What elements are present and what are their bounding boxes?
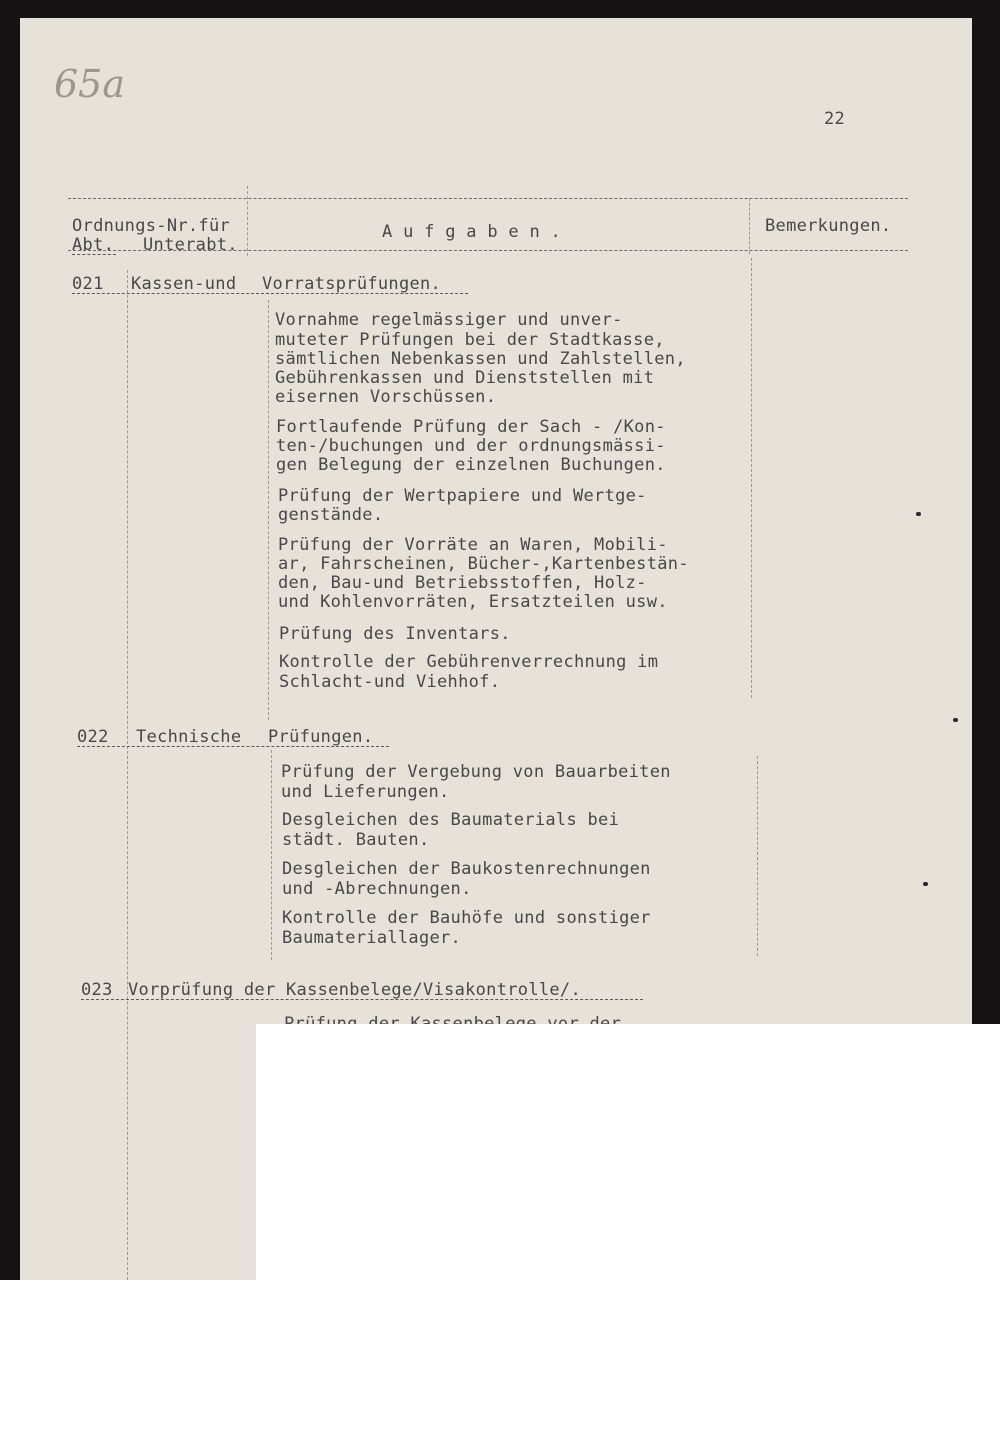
- col-divider-remarks-022: [757, 756, 758, 956]
- task-line: sämtlichen Nebenkassen und Zahlstellen,: [275, 349, 686, 369]
- task-line: Desgleichen des Baumaterials bei: [282, 810, 620, 830]
- section-title-part2: Vorratsprüfungen.: [262, 274, 442, 294]
- task-line: Prüfung der Vergebung von Bauarbeiten: [281, 762, 671, 782]
- header-bemerkungen: Bemerkungen.: [765, 216, 892, 236]
- task-line: Prüfung des Inventars.: [279, 624, 511, 644]
- task-line: Vornahme regelmässiger und unver-: [275, 310, 623, 330]
- header-abt: Abt.: [72, 235, 115, 255]
- header-col-divider-2: [749, 198, 750, 254]
- task-line: Baumateriallager.: [282, 928, 462, 948]
- task-line: Kontrolle der Gebührenverrechnung im: [279, 652, 659, 672]
- header-top-rule: [68, 198, 908, 199]
- task-line: muteter Prüfungen bei der Stadtkasse,: [275, 330, 665, 350]
- task-line: und Kohlenvorräten, Ersatzteilen usw.: [278, 592, 668, 612]
- task-line: ten-/buchungen und der ordnungsmässi-: [276, 436, 666, 456]
- section-title-underline: [77, 746, 389, 747]
- ink-speck: [916, 512, 921, 516]
- section-title-underline: [81, 999, 643, 1000]
- task-line: eisernen Vorschüssen.: [275, 387, 497, 407]
- task-line: und Lieferungen.: [281, 782, 450, 802]
- ink-speck: [953, 718, 958, 722]
- section-title-text: Vorprüfung der Kassenbelege/Visakontrolle/.: [128, 980, 581, 1000]
- handwritten-note: 65a: [54, 62, 126, 106]
- section-title: 023: [81, 980, 113, 1000]
- section-title-part2: Prüfungen.: [268, 727, 374, 747]
- task-line: Schlacht-und Viehhof.: [279, 672, 501, 692]
- task-line: Fortlaufende Prüfung der Sach - /Kon-: [276, 417, 666, 437]
- ink-speck: [923, 882, 928, 886]
- task-line: ar, Fahrscheinen, Bücher-,Kartenbestän-: [278, 554, 689, 574]
- task-line: gen Belegung der einzelnen Buchungen.: [276, 455, 666, 475]
- blank-overlay: [256, 1024, 1000, 1450]
- task-line: genstände.: [278, 505, 384, 525]
- section-title-part1: Kassen-und: [131, 274, 237, 294]
- header-aufgaben: A u f g a b e n .: [382, 222, 562, 242]
- task-line: und -Abrechnungen.: [282, 879, 472, 899]
- col-divider-abt: [127, 270, 128, 1280]
- col-divider-task-021: [268, 300, 269, 720]
- col-divider-remarks-021: [751, 258, 752, 698]
- page-number: 22: [824, 109, 846, 129]
- task-line: Prüfung der Vorräte an Waren, Mobili-: [278, 535, 668, 555]
- section-number: 022: [77, 727, 109, 747]
- task-line: Prüfung der Wertpapiere und Wertge-: [278, 486, 647, 506]
- col-divider-task-022: [271, 750, 272, 960]
- header-ordnungs-nr: Ordnungs-Nr.für: [72, 216, 231, 236]
- task-line: Desgleichen der Baukostenrechnungen: [282, 859, 651, 879]
- section-title-part1: Technische: [136, 727, 242, 747]
- task-line: Kontrolle der Bauhöfe und sonstiger: [282, 908, 651, 928]
- section-number: 021: [72, 274, 104, 294]
- task-line: Gebührenkassen und Dienststellen mit: [275, 368, 655, 388]
- header-abt-underline: [72, 254, 116, 255]
- task-line: den, Bau-und Betriebsstoffen, Holz-: [278, 573, 647, 593]
- header-col-divider-1: [247, 186, 248, 256]
- header-unterabt: Unterabt.: [143, 235, 238, 255]
- task-line: städt. Bauten.: [282, 830, 430, 850]
- section-title-underline: [72, 293, 468, 294]
